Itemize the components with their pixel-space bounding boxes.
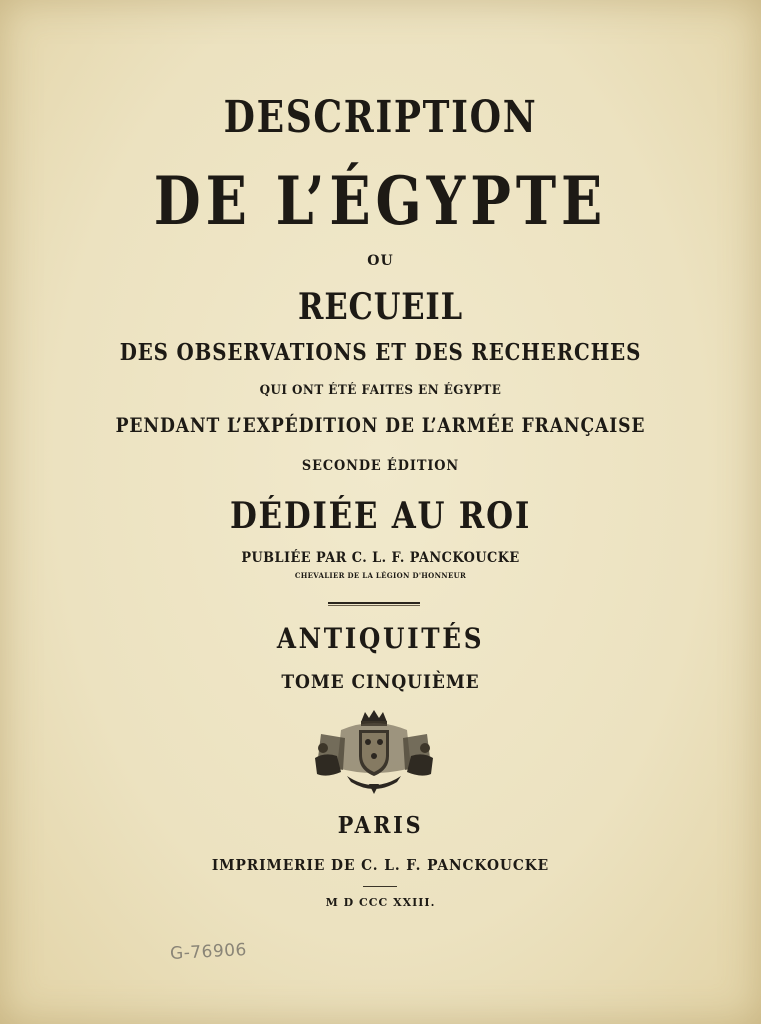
imprint-rule [363, 886, 397, 887]
dedication: DÉDIÉE AU ROI [229, 495, 532, 537]
subtitle-faites-en-egypte: QUI ONT ÉTÉ FAITES EN ÉGYPTE [259, 383, 502, 398]
imprint-city: PARIS [337, 812, 424, 839]
edition-label: SECONDE ÉDITION [301, 458, 460, 474]
royal-coat-of-arms-icon [311, 708, 437, 796]
publisher-line: PUBLIÉE PAR C. L. F. PANCKOUCKE [241, 550, 520, 566]
subtitle-expedition: PENDANT L’EXPÉDITION DE L’ARMÉE FRANÇAISE [115, 413, 646, 437]
imprint-year: M D CCC XXIII. [325, 896, 436, 909]
title-recueil: RECUEIL [298, 286, 463, 328]
title-description: DESCRIPTION [223, 92, 538, 143]
publisher-title: CHEVALIER DE LA LÉGION D'HONNEUR [294, 571, 467, 580]
divider-rule-thin [328, 605, 420, 606]
section-title: ANTIQUITÉS [276, 622, 485, 655]
imprint-printer: IMPRIMERIE DE C. L. F. PANCKOUCKE [211, 856, 550, 874]
divider-rule [328, 602, 420, 604]
title-de-legypte: DE L’ÉGYPTE [153, 162, 608, 240]
volume-label: TOME CINQUIÈME [281, 671, 480, 693]
inventory-stamp: G-76906 [169, 940, 248, 964]
title-ou: OU [367, 253, 394, 269]
subtitle-observations: DES OBSERVATIONS ET DES RECHERCHES [119, 339, 642, 366]
